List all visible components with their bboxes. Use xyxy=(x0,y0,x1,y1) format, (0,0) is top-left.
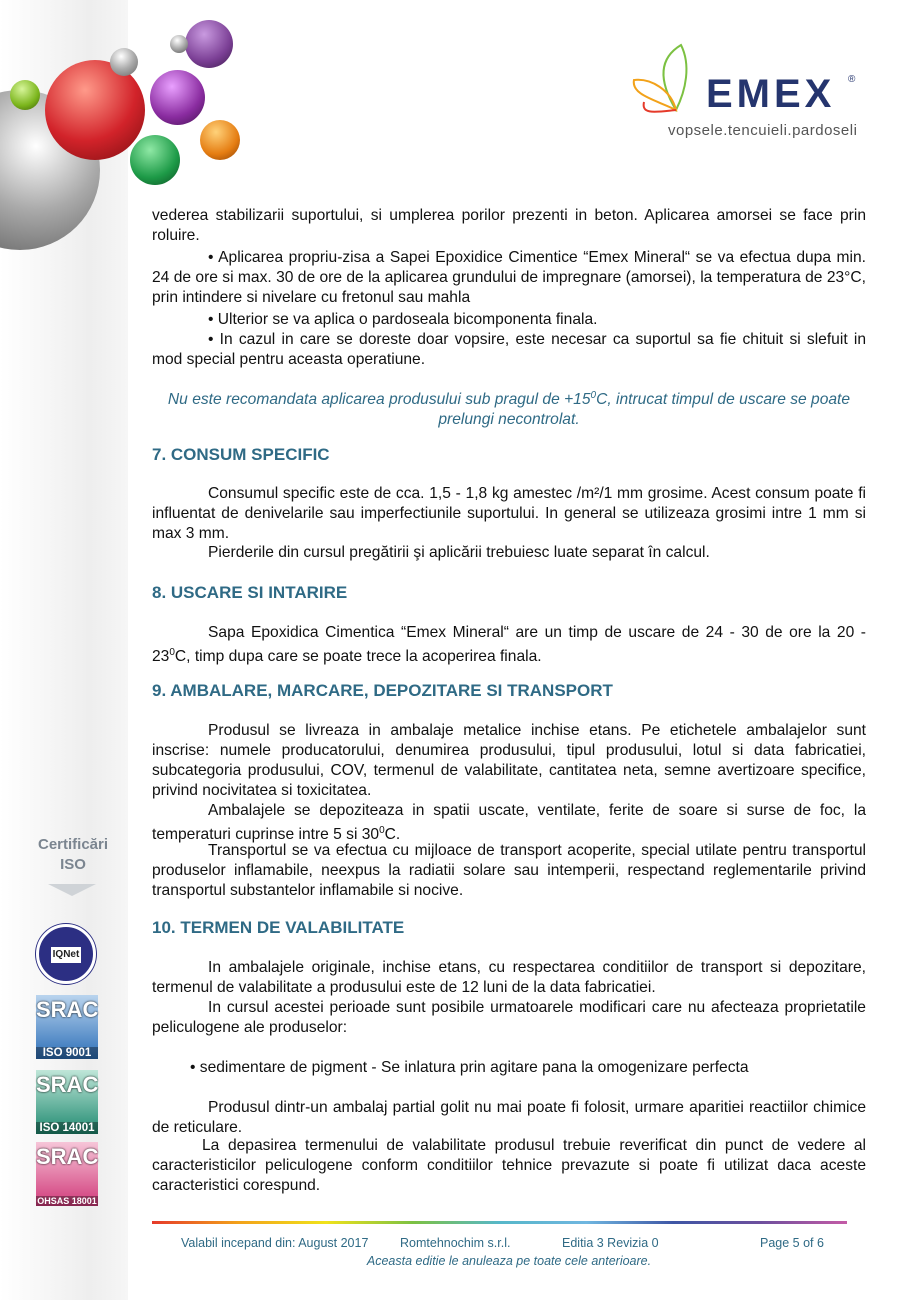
text: C, timp dupa care se poate trece la acoperirea finala. xyxy=(174,648,542,666)
paragraph: Pierderile din cursul pregătirii şi aplicării trebuiesc luate separat în calcul. xyxy=(208,544,710,561)
paragraph: Produsul dintr-un ambalaj partial golit nu mai poate fi folosit, urmare aparitiei reactiilor chimice de reticulare. xyxy=(152,1099,866,1136)
text: Sapa Epoxidica Cimentica “Emex Mineral“ are un timp de uscare de 24 - 30 de ore la 20 - 23 xyxy=(152,624,866,666)
footer-edition: Editia 3 Revizia 0 xyxy=(562,1236,659,1250)
badge-label: ISO 14001 xyxy=(36,1122,98,1134)
text: Ambalajele se depoziteaza in spatii uscate, ventilate, ferite de soare si surse de foc, la temperaturi cuprinse intre 5 si 30 xyxy=(152,802,866,844)
footer-note: Aceasta editie le anuleaza pe toate cele anterioare. xyxy=(366,1254,652,1268)
footer-valid-from: Valabil incepand din: August 2017 xyxy=(181,1236,369,1250)
iso-14001-badge xyxy=(36,1070,98,1134)
section-heading-7: 7. CONSUM SPECIFIC xyxy=(152,445,330,464)
iqnet-label: IQNet xyxy=(51,947,81,963)
paragraph: In ambalajele originale, inchise etans, cu respectarea conditiilor de transport si depozitare, termenul de valabilitate a produsului este de 12 luni de la data fabricatiei. xyxy=(152,959,866,996)
note-text: Nu este recomandata aplicarea produsului sub pragul de +15 xyxy=(167,391,591,409)
logo-wordmark: EMEX xyxy=(706,72,836,116)
paragraph: Produsul se livreaza in ambalaje metalice inchise etans. Pe etichetele ambalajelor sunt inscrise: numele producatorului, denumirea produsului, tipul produsului, lotul si data fabricatiei, subcategoria produsului, COV, termenul de valabilitate, cantitatea neta, semne avertizoare specifice, privind nocivitatea si toxicitatea. xyxy=(152,722,866,799)
bullet-paragraph: • Ulterior se va aplica o pardoseala bicomponenta finala. xyxy=(208,311,598,328)
iso-9001-badge xyxy=(36,995,98,1059)
paragraph xyxy=(152,801,866,845)
paragraph: Consumul specific este de cca. 1,5 - 1,8 kg amestec /m²/1 mm grosime. Acest consum poate fi influentat de denivelarile sau imperfectiunile suportului. In general se utilizeaza grosimi intre 1 mm si max 3 mm. xyxy=(152,485,866,542)
section-heading-8: 8. USCARE SI INTARIRE xyxy=(152,583,348,602)
srac-mark: SRAC xyxy=(36,1144,99,1169)
text: C. xyxy=(384,826,401,844)
cert-title-line2: ISO xyxy=(60,856,86,873)
bullet-paragraph: • In cazul in care se doreste doar vopsire, este necesar ca suportul sa fie chituit si slefuit in mod special pentru aceasta operatiune. xyxy=(152,331,866,368)
section-heading-10: 10. TERMEN DE VALABILITATE xyxy=(152,918,405,937)
logo-tagline: vopsele.tencuieli.pardoseli xyxy=(668,122,858,139)
ohsas-18001-badge xyxy=(36,1142,98,1206)
paragraph: La depasirea termenului de valabilitate produsul trebuie reverificat din punct de vedere al caracteristicilor peliculogene conform conditiilor tehnice prevazute si poate fi utilizat daca aceste caracteristici corespund. xyxy=(152,1137,866,1194)
badge-label: OHSAS 18001 xyxy=(37,1196,97,1206)
bullet-item: • sedimentare de pigment - Se inlatura prin agitare pana la omogenizare perfecta xyxy=(190,1059,749,1076)
bullet-paragraph: • Aplicarea propriu-zisa a Sapei Epoxidice Cimentice “Emex Mineral“ se va efectua dupa min. 24 de ore si max. 30 de ore de la aplicarea grundului de impregnare (amorsei), la temperatura de 23°C, prin intindere si nivelare cu fretonul sau mahla xyxy=(152,249,866,306)
footer-rainbow-divider xyxy=(152,1221,847,1224)
badge-label: ISO 9001 xyxy=(36,1047,98,1059)
srac-mark: SRAC xyxy=(36,997,99,1022)
paragraph: Transportul se va efectua cu mijloace de transport acoperite, special utilate pentru transportul produselor inflamabile, neexpus la radiatii solare sau intemperii, respectand reglementarile privind transportul substantelor inflamabile si nocive. xyxy=(152,842,866,899)
paragraph: vederea stabilizarii suportului, si umplerea porilor prezenti in beton. Aplicarea amorsei se face prin roluire. xyxy=(152,207,866,244)
certifications-title xyxy=(28,835,118,875)
footer-company: Romtehnochim s.r.l. xyxy=(400,1236,511,1250)
arrow-down-icon xyxy=(48,884,96,896)
iqnet-badge xyxy=(36,924,96,984)
srac-mark: SRAC xyxy=(36,1072,99,1097)
sup: 0 xyxy=(379,825,385,836)
emex-logo xyxy=(626,40,876,140)
paragraph xyxy=(152,623,866,667)
section-heading-9: 9. AMBALARE, MARCARE, DEPOZITARE SI TRANSPORT xyxy=(152,681,613,700)
sup: 0 xyxy=(169,647,175,658)
note-sup: 0 xyxy=(590,390,597,401)
registered-mark: ® xyxy=(848,74,856,85)
note-text: C, intrucat timpul de uscare se poate prelungi necontrolat. xyxy=(438,391,851,429)
cert-title-line1: Certificări xyxy=(37,836,109,853)
paragraph: In cursul acestei perioade sunt posibile urmatoarele modificari care nu afecteaza proprietatile peliculogene ale produselor: xyxy=(152,999,866,1036)
temperature-note xyxy=(152,386,866,430)
butterfly-icon xyxy=(626,40,701,120)
footer-page-number: Page 5 of 6 xyxy=(760,1236,824,1250)
